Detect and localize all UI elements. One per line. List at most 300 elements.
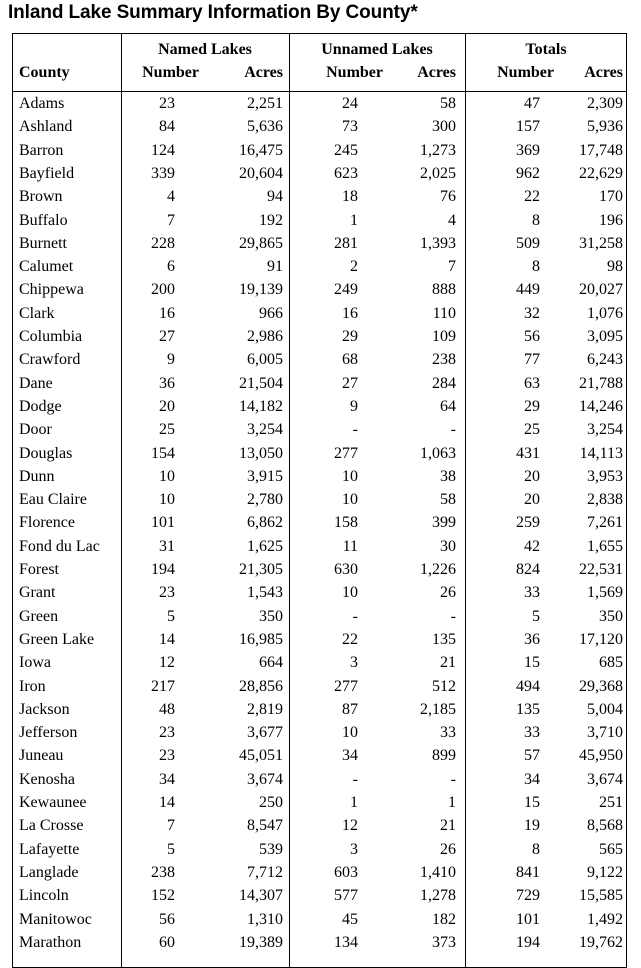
named-acres-cell: 1,543 <box>247 584 283 602</box>
totals-acres-cell: 20,027 <box>579 281 623 299</box>
named-number-cell: 20 <box>159 397 175 415</box>
unnamed-acres-cell: 1,226 <box>420 561 456 578</box>
table-row <box>13 326 626 349</box>
unnamed-acres-cell: 1,273 <box>420 141 456 159</box>
table-row <box>13 722 626 745</box>
unnamed-acres-cell: 21 <box>440 654 456 672</box>
named-acres-cell: 5,636 <box>247 118 283 136</box>
unnamed-number-cell: 27 <box>342 374 358 392</box>
totals-number-cell: 56 <box>524 328 540 345</box>
page-title: Inland Lake Summary Information By County* <box>8 2 418 23</box>
table-row <box>13 489 626 512</box>
unnamed-acres-cell: 110 <box>432 304 456 322</box>
named-acres-cell: 16,985 <box>239 630 283 648</box>
unnamed-acres-cell: 373 <box>432 933 456 951</box>
county-cell: Green <box>19 607 59 625</box>
totals-header: Totals <box>525 41 567 58</box>
totals-acres-cell: 5,004 <box>587 700 623 718</box>
named-acres-cell: 3,677 <box>247 724 283 742</box>
table-row <box>13 792 626 815</box>
named-number-cell: 5 <box>167 840 175 858</box>
county-cell: Grant <box>19 584 56 602</box>
named-acres-cell: 16,475 <box>239 141 283 159</box>
named-number-cell: 36 <box>159 374 175 392</box>
unnamed-acres-cell: 1 <box>448 794 456 811</box>
named-acres-cell: 1,310 <box>247 910 283 928</box>
totals-acres-cell: 14,113 <box>579 444 623 462</box>
unnamed-acres-cell: 899 <box>432 747 456 765</box>
table-row <box>13 932 626 955</box>
named-number-cell: 56 <box>159 910 175 928</box>
unnamed-number-cell: 249 <box>334 281 358 299</box>
named-acres-cell: 6,005 <box>247 351 283 369</box>
totals-acres-cell: 565 <box>599 840 623 858</box>
table-row <box>13 745 626 768</box>
totals-acres-cell: 6,243 <box>587 351 623 369</box>
named-number-cell: 23 <box>159 747 175 765</box>
totals-number-cell: 33 <box>524 584 540 602</box>
table-row <box>13 839 626 862</box>
unnamed-acres-cell: 2,185 <box>420 700 456 718</box>
unnamed-number-cell: - <box>352 421 358 439</box>
totals-acres-cell: 3,095 <box>587 328 623 345</box>
unnamed-number-cell: 10 <box>342 584 358 602</box>
totals-acres-cell: 3,710 <box>587 724 623 742</box>
totals-acres-header: Acres <box>584 64 623 81</box>
county-cell: Calumet <box>19 258 74 276</box>
table-row <box>13 769 626 792</box>
unnamed-acres-cell: 64 <box>440 397 456 415</box>
table-row <box>13 396 626 419</box>
totals-number-cell: 449 <box>516 281 540 299</box>
table-row <box>13 233 626 256</box>
named-number-cell: 339 <box>151 164 175 182</box>
county-cell: Barron <box>19 141 64 159</box>
county-cell: Brown <box>19 188 63 206</box>
table-row <box>13 210 626 233</box>
county-cell: Dane <box>19 374 53 392</box>
totals-number-cell: 824 <box>516 561 540 578</box>
unnamed-acres-cell: 182 <box>432 910 456 928</box>
totals-acres-cell: 196 <box>599 211 623 229</box>
totals-acres-cell: 31,258 <box>579 234 623 252</box>
unnamed-acres-cell: - <box>450 421 456 439</box>
named-number-cell: 16 <box>159 304 175 322</box>
totals-number-cell: 47 <box>524 95 540 112</box>
table-row <box>13 163 626 186</box>
named-number-cell: 31 <box>159 537 175 555</box>
named-acres-cell: 250 <box>259 794 283 811</box>
named-acres-cell: 8,547 <box>247 817 283 835</box>
totals-acres-cell: 1,569 <box>587 584 623 602</box>
totals-acres-cell: 5,936 <box>587 118 623 136</box>
table-row <box>13 885 626 908</box>
county-header: County <box>19 64 70 81</box>
totals-number-cell: 57 <box>524 747 540 765</box>
named-number-cell: 7 <box>167 211 175 229</box>
totals-acres-cell: 98 <box>607 258 623 276</box>
county-cell: Kenosha <box>19 770 75 788</box>
unnamed-acres-cell: 2,025 <box>420 164 456 182</box>
named-number-cell: 34 <box>159 770 175 788</box>
totals-number-cell: 29 <box>524 397 540 415</box>
table-row <box>13 93 626 116</box>
table-row <box>13 699 626 722</box>
named-acres-cell: 6,862 <box>247 514 283 532</box>
totals-number-cell: 8 <box>532 258 540 276</box>
totals-number-cell: 19 <box>524 817 540 835</box>
table-row <box>13 536 626 559</box>
named-number-cell: 200 <box>151 281 175 299</box>
unnamed-number-cell: 158 <box>334 514 358 532</box>
table-row <box>13 652 626 675</box>
county-cell: Jefferson <box>19 724 78 742</box>
totals-number-cell: 101 <box>516 910 540 928</box>
county-cell: Ashland <box>19 118 73 136</box>
unnamed-acres-cell: 58 <box>440 95 456 112</box>
county-cell: Jackson <box>19 700 70 718</box>
totals-number-cell: 77 <box>524 351 540 369</box>
named-number-cell: 23 <box>159 95 175 112</box>
county-cell: Burnett <box>19 234 67 252</box>
unnamed-acres-cell: 7 <box>448 258 456 276</box>
unnamed-number-cell: 1 <box>350 794 358 811</box>
county-cell: Chippewa <box>19 281 84 299</box>
county-cell: Lafayette <box>19 840 80 858</box>
named-number-cell: 228 <box>151 234 175 252</box>
totals-number-cell: 157 <box>516 118 540 136</box>
unnamed-number-cell: 9 <box>350 397 358 415</box>
named-number-cell: 48 <box>159 700 175 718</box>
table-row <box>13 466 626 489</box>
unnamed-number-cell: 29 <box>342 328 358 345</box>
totals-number-cell: 369 <box>516 141 540 159</box>
county-cell: Marathon <box>19 933 82 951</box>
named-acres-header: Acres <box>244 64 283 81</box>
unnamed-number-cell: 10 <box>342 491 358 509</box>
named-number-cell: 10 <box>159 467 175 485</box>
named-acres-cell: 2,780 <box>247 491 283 509</box>
totals-acres-cell: 22,629 <box>579 164 623 182</box>
named-acres-cell: 21,305 <box>239 561 283 578</box>
county-cell: La Crosse <box>19 817 84 835</box>
county-cell: Adams <box>19 95 65 112</box>
county-cell: Forest <box>19 561 59 578</box>
totals-number-cell: 15 <box>524 794 540 811</box>
county-cell: Crawford <box>19 351 81 369</box>
totals-acres-cell: 251 <box>599 794 623 811</box>
table-row <box>13 862 626 885</box>
unnamed-number-cell: - <box>352 770 358 788</box>
named-acres-cell: 14,182 <box>239 397 283 415</box>
unnamed-acres-cell: 1,410 <box>420 863 456 881</box>
totals-number-cell: 841 <box>516 863 540 881</box>
table-row <box>13 256 626 279</box>
totals-acres-cell: 14,246 <box>579 397 623 415</box>
totals-acres-cell: 3,953 <box>587 467 623 485</box>
totals-acres-cell: 1,655 <box>587 537 623 555</box>
unnamed-number-cell: - <box>352 607 358 625</box>
county-cell: Columbia <box>19 328 83 345</box>
unnamed-acres-cell: 26 <box>440 584 456 602</box>
named-number-cell: 25 <box>159 421 175 439</box>
county-cell: Fond du Lac <box>19 537 100 555</box>
unnamed-number-cell: 73 <box>342 118 358 136</box>
unnamed-acres-cell: 76 <box>440 188 456 206</box>
county-cell: Eau Claire <box>19 491 87 509</box>
named-acres-cell: 350 <box>259 607 283 625</box>
unnamed-number-cell: 577 <box>334 887 358 905</box>
unnamed-number-header: Number <box>326 64 383 81</box>
unnamed-acres-cell: 1,278 <box>420 887 456 905</box>
totals-number-cell: 494 <box>516 677 540 695</box>
named-number-cell: 9 <box>167 351 175 369</box>
table-row <box>13 303 626 326</box>
totals-acres-cell: 3,254 <box>587 421 623 439</box>
unnamed-acres-cell: 58 <box>440 491 456 509</box>
totals-number-cell: 431 <box>516 444 540 462</box>
named-number-cell: 5 <box>167 607 175 625</box>
named-acres-cell: 3,915 <box>247 467 283 485</box>
table-row <box>13 373 626 396</box>
county-cell: Iowa <box>19 654 51 672</box>
unnamed-acres-cell: 300 <box>432 118 456 136</box>
unnamed-lakes-header: Unnamed Lakes <box>321 41 433 58</box>
unnamed-acres-header: Acres <box>417 64 456 81</box>
table-row <box>13 443 626 466</box>
unnamed-number-cell: 45 <box>342 910 358 928</box>
county-cell: Dunn <box>19 467 55 485</box>
totals-acres-cell: 2,309 <box>587 95 623 112</box>
county-cell: Door <box>19 421 52 439</box>
unnamed-number-cell: 281 <box>334 234 358 252</box>
totals-number-cell: 135 <box>516 700 540 718</box>
named-number-header: Number <box>142 64 199 81</box>
unnamed-acres-cell: 30 <box>440 537 456 555</box>
table-row <box>13 559 626 582</box>
named-acres-cell: 966 <box>259 304 283 322</box>
totals-acres-cell: 9,122 <box>587 863 623 881</box>
totals-number-cell: 194 <box>516 933 540 951</box>
named-number-cell: 23 <box>159 724 175 742</box>
totals-acres-cell: 685 <box>599 654 623 672</box>
unnamed-acres-cell: 4 <box>448 211 456 229</box>
unnamed-number-cell: 22 <box>342 630 358 648</box>
totals-number-cell: 25 <box>524 421 540 439</box>
totals-number-cell: 22 <box>524 188 540 206</box>
named-number-cell: 238 <box>151 863 175 881</box>
named-acres-cell: 13,050 <box>239 444 283 462</box>
named-number-cell: 124 <box>151 141 175 159</box>
totals-acres-cell: 22,531 <box>579 561 623 578</box>
unnamed-number-cell: 134 <box>334 933 358 951</box>
county-cell: Lincoln <box>19 887 69 905</box>
unnamed-number-cell: 245 <box>334 141 358 159</box>
named-lakes-header: Named Lakes <box>158 41 252 58</box>
named-acres-cell: 29,865 <box>239 234 283 252</box>
table-row <box>13 116 626 139</box>
totals-number-cell: 509 <box>516 234 540 252</box>
table-row <box>13 629 626 652</box>
unnamed-number-cell: 11 <box>342 537 358 555</box>
county-cell: Iron <box>19 677 46 695</box>
table-row <box>13 349 626 372</box>
named-acres-cell: 2,819 <box>247 700 283 718</box>
named-acres-cell: 539 <box>259 840 283 858</box>
unnamed-number-cell: 3 <box>350 654 358 672</box>
totals-number-cell: 33 <box>524 724 540 742</box>
totals-acres-cell: 17,120 <box>579 630 623 648</box>
unnamed-number-cell: 10 <box>342 724 358 742</box>
county-cell: Dodge <box>19 397 62 415</box>
named-number-cell: 6 <box>167 258 175 276</box>
table-row <box>13 140 626 163</box>
totals-acres-cell: 45,950 <box>579 747 623 765</box>
table-row <box>13 606 626 629</box>
unnamed-acres-cell: 33 <box>440 724 456 742</box>
unnamed-number-cell: 630 <box>334 561 358 578</box>
named-number-cell: 217 <box>151 677 175 695</box>
totals-number-cell: 729 <box>516 887 540 905</box>
named-number-cell: 4 <box>167 188 175 206</box>
totals-number-cell: 63 <box>524 374 540 392</box>
named-number-cell: 60 <box>159 933 175 951</box>
named-acres-cell: 3,674 <box>247 770 283 788</box>
unnamed-number-cell: 603 <box>334 863 358 881</box>
unnamed-number-cell: 2 <box>350 258 358 276</box>
named-acres-cell: 14,307 <box>239 887 283 905</box>
unnamed-acres-cell: 26 <box>440 840 456 858</box>
county-cell: Juneau <box>19 747 64 765</box>
totals-acres-cell: 3,674 <box>587 770 623 788</box>
named-acres-cell: 45,051 <box>239 747 283 765</box>
totals-number-cell: 962 <box>516 164 540 182</box>
named-number-cell: 10 <box>159 491 175 509</box>
unnamed-acres-cell: 238 <box>432 351 456 369</box>
unnamed-number-cell: 68 <box>342 351 358 369</box>
totals-acres-cell: 1,076 <box>587 304 623 322</box>
unnamed-number-cell: 623 <box>334 164 358 182</box>
unnamed-acres-cell: 135 <box>432 630 456 648</box>
named-number-cell: 23 <box>159 584 175 602</box>
named-acres-cell: 2,251 <box>247 95 283 112</box>
totals-number-cell: 42 <box>524 537 540 555</box>
table-row <box>13 815 626 838</box>
totals-acres-cell: 15,585 <box>579 887 623 905</box>
unnamed-acres-cell: 888 <box>432 281 456 299</box>
county-cell: Clark <box>19 304 55 322</box>
totals-number-cell: 8 <box>532 840 540 858</box>
unnamed-number-cell: 277 <box>334 444 358 462</box>
table-row <box>13 582 626 605</box>
unnamed-number-cell: 3 <box>350 840 358 858</box>
totals-acres-cell: 7,261 <box>587 514 623 532</box>
named-number-cell: 14 <box>159 794 175 811</box>
header-divider <box>13 91 626 92</box>
totals-acres-cell: 2,838 <box>587 491 623 509</box>
unnamed-number-cell: 24 <box>342 95 358 112</box>
named-acres-cell: 3,254 <box>247 421 283 439</box>
unnamed-acres-cell: 1,393 <box>420 234 456 252</box>
unnamed-acres-cell: 109 <box>432 328 456 345</box>
county-cell: Douglas <box>19 444 73 462</box>
named-acres-cell: 91 <box>267 258 283 276</box>
county-cell: Buffalo <box>19 211 68 229</box>
totals-acres-cell: 8,568 <box>587 817 623 835</box>
unnamed-acres-cell: - <box>450 607 456 625</box>
named-acres-cell: 20,604 <box>239 164 283 182</box>
named-number-cell: 194 <box>151 561 175 578</box>
totals-number-cell: 20 <box>524 467 540 485</box>
unnamed-number-cell: 18 <box>342 188 358 206</box>
named-acres-cell: 192 <box>259 211 283 229</box>
unnamed-acres-cell: 21 <box>440 817 456 835</box>
county-cell: Kewaunee <box>19 794 87 811</box>
totals-number-cell: 259 <box>516 514 540 532</box>
unnamed-number-cell: 34 <box>342 747 358 765</box>
named-acres-cell: 21,504 <box>239 374 283 392</box>
totals-number-cell: 34 <box>524 770 540 788</box>
totals-number-cell: 8 <box>532 211 540 229</box>
table-row <box>13 909 626 932</box>
named-acres-cell: 19,389 <box>239 933 283 951</box>
unnamed-number-cell: 87 <box>342 700 358 718</box>
named-acres-cell: 1,625 <box>247 537 283 555</box>
county-cell: Bayfield <box>19 164 75 182</box>
unnamed-acres-cell: 1,063 <box>420 444 456 462</box>
summary-table <box>12 33 627 968</box>
unnamed-acres-cell: 38 <box>440 467 456 485</box>
named-acres-cell: 664 <box>259 654 283 672</box>
table-row <box>13 419 626 442</box>
named-number-cell: 7 <box>167 817 175 835</box>
unnamed-acres-cell: 399 <box>432 514 456 532</box>
named-number-cell: 84 <box>159 118 175 136</box>
named-acres-cell: 19,139 <box>239 281 283 299</box>
unnamed-number-cell: 12 <box>342 817 358 835</box>
totals-acres-cell: 170 <box>599 188 623 206</box>
named-number-cell: 101 <box>151 514 175 532</box>
totals-number-cell: 15 <box>524 654 540 672</box>
totals-acres-cell: 21,788 <box>579 374 623 392</box>
named-acres-cell: 28,856 <box>239 677 283 695</box>
totals-acres-cell: 19,762 <box>579 933 623 951</box>
totals-acres-cell: 1,492 <box>587 910 623 928</box>
unnamed-number-cell: 10 <box>342 467 358 485</box>
unnamed-number-cell: 277 <box>334 677 358 695</box>
named-number-cell: 154 <box>151 444 175 462</box>
named-number-cell: 152 <box>151 887 175 905</box>
totals-number-cell: 36 <box>524 630 540 648</box>
table-row <box>13 512 626 535</box>
county-cell: Manitowoc <box>19 910 92 928</box>
unnamed-acres-cell: 512 <box>432 677 456 695</box>
named-acres-cell: 7,712 <box>247 863 283 881</box>
table-row <box>13 676 626 699</box>
totals-number-cell: 32 <box>524 304 540 322</box>
table-row <box>13 279 626 302</box>
named-number-cell: 12 <box>159 654 175 672</box>
table-row <box>13 186 626 209</box>
totals-number-cell: 5 <box>532 607 540 625</box>
county-cell: Florence <box>19 514 75 532</box>
totals-acres-cell: 17,748 <box>579 141 623 159</box>
unnamed-acres-cell: - <box>450 770 456 788</box>
totals-acres-cell: 350 <box>599 607 623 625</box>
named-acres-cell: 94 <box>267 188 283 206</box>
totals-number-cell: 20 <box>524 491 540 509</box>
named-number-cell: 27 <box>159 328 175 345</box>
